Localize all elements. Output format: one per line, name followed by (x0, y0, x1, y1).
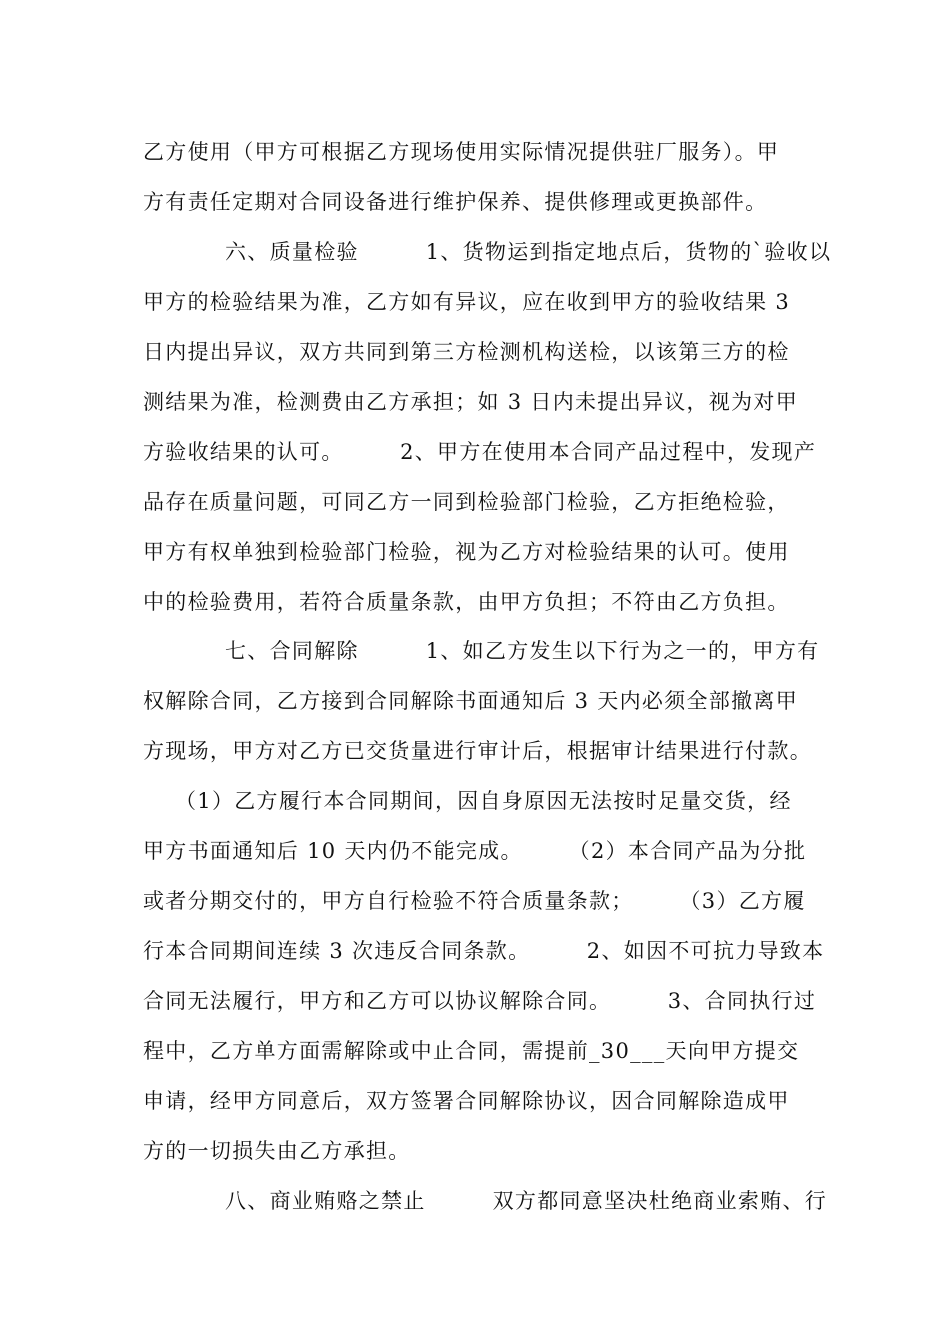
section-8-heading-line: 八、商业贿赂之禁止 双方都同意坚决杜绝商业索贿、行 (225, 1189, 828, 1213)
text-line-19: 程中，乙方单方面需解除或中止合同，需提前_30___天向甲方提交 (143, 1039, 800, 1063)
text-line-1: 乙方使用（甲方可根据乙方现场使用实际情况提供驻厂服务）。甲 (143, 140, 780, 164)
text-line-13: 方现场，甲方对乙方已交货量进行审计后，根据审计结果进行付款。 (143, 739, 812, 763)
text-line-2: 方有责任定期对合同设备进行维护保养、提供修理或更换部件。 (143, 190, 768, 214)
section-6-heading-line: 六、质量检验 1、货物运到指定地点后，货物的`验收以 (225, 240, 832, 264)
text-line-5: 日内提出异议，双方共同到第三方检测机构送检，以该第三方的检 (143, 340, 790, 364)
text-line-16: 或者分期交付的，甲方自行检验不符合质量条款； （3）乙方履 (143, 889, 806, 913)
text-line-21: 方的一切损失由乙方承担。 (143, 1139, 411, 1163)
text-line-15: 甲方书面通知后 10 天内仍不能完成。 （2）本合同产品为分批 (143, 839, 807, 863)
text-line-17: 行本合同期间连续 3 次违反合同条款。 2、如因不可抗力导致本 (143, 939, 825, 963)
text-line-7: 方验收结果的认可。 2、甲方在使用本合同产品过程中，发现产 (143, 440, 817, 464)
text-line-18: 合同无法履行，甲方和乙方可以协议解除合同。 3、合同执行过 (143, 989, 817, 1013)
text-line-8: 品存在质量问题，可同乙方一同到检验部门检验，乙方拒绝检验， (143, 490, 790, 514)
text-line-14: （1）乙方履行本合同期间，因自身原因无法按时足量交货，经 (175, 789, 792, 813)
text-line-20: 申请，经甲方同意后，双方签署合同解除协议，因合同解除造成甲 (143, 1089, 790, 1113)
text-line-4: 甲方的检验结果为准，乙方如有异议，应在收到甲方的验收结果 3 (143, 290, 791, 314)
text-line-12: 权解除合同，乙方接到合同解除书面通知后 3 天内必须全部撤离甲 (143, 689, 799, 713)
section-7-heading-line: 七、合同解除 1、如乙方发生以下行为之一的，甲方有 (225, 639, 820, 663)
text-line-9: 甲方有权单独到检验部门检验，视为乙方对检验结果的认可。使用 (143, 540, 790, 564)
text-line-6: 测结果为准，检测费由乙方承担；如 3 日内未提出异议，视为对甲 (143, 390, 799, 414)
text-line-10: 中的检验费用，若符合质量条款，由甲方负担；不符由乙方负担。 (143, 590, 790, 614)
